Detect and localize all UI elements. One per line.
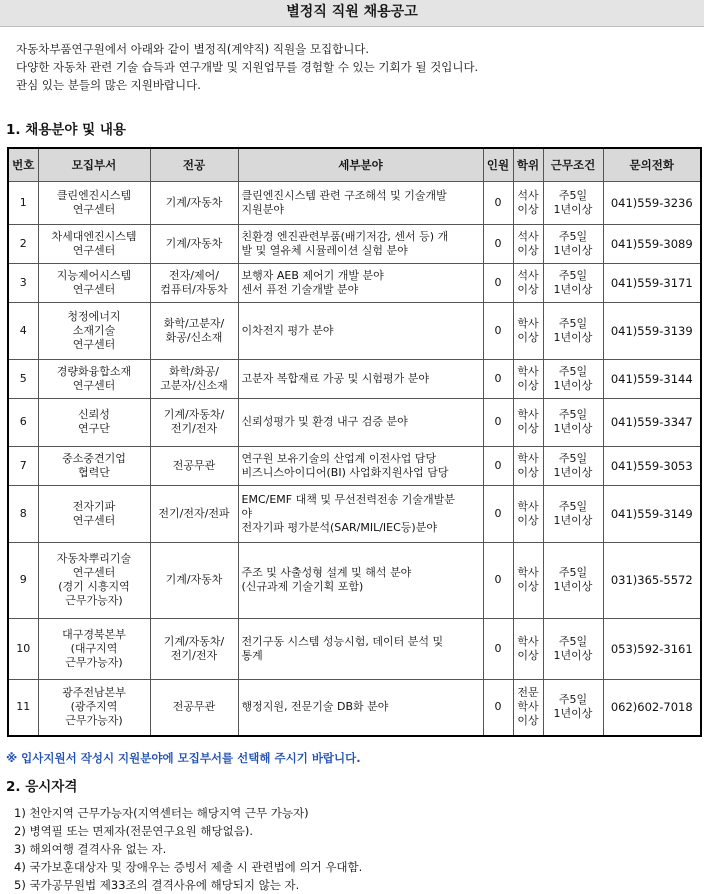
cell-degree: 학사 이상 [513,398,543,446]
table-row [8,447,701,486]
qualification-item: 5) 국가공무원법 제33조의 결격사유에 해당되지 않는 자. [14,878,300,892]
cell-detail: 이차전지 평가 분야 [238,302,483,359]
cell-department: 전자기파 연구센터 [38,486,150,543]
cell-number: 9 [8,542,38,618]
cell-department: 자동차뿌리기술 연구센터 (경기 시흥지역 근무가능자) [38,542,150,618]
cell-headcount: 0 [483,679,513,736]
cell-headcount: 0 [483,181,513,224]
table-row [8,224,701,263]
cell-phone: 041)559-3053 [603,447,701,486]
cell-detail: 신뢰성평가 및 환경 내구 검증 분야 [238,398,483,446]
table-row [8,302,701,359]
header-count: 인원 [483,148,513,181]
header-detail: 세부분야 [238,148,483,181]
qualification-list [14,804,694,894]
table-row [8,359,701,398]
cell-number: 1 [8,181,38,224]
cell-phone: 041)559-3139 [603,302,701,359]
header-major: 전공 [150,148,238,181]
table-header-row [8,148,701,181]
cell-phone: 053)592-3161 [603,619,701,680]
cell-phone: 041)559-3171 [603,263,701,302]
cell-conditions: 주5일 1년이상 [543,679,603,736]
qualification-item: 2) 병역필 또는 면제자(전문연구요원 해당없음). [14,824,254,838]
cell-major: 전공무관 [150,679,238,736]
cell-detail: 전기구동 시스템 성능시험, 데이터 분석 및 통계 [238,619,483,680]
cell-degree: 석사 이상 [513,263,543,302]
header-phone: 문의전화 [603,148,701,181]
cell-headcount: 0 [483,542,513,618]
cell-major: 화학/화공/ 고분자/신소재 [150,359,238,398]
table-row [8,398,701,446]
cell-department: 클린엔진시스템 연구센터 [38,181,150,224]
intro-line: 관심 있는 분들의 많은 지원바랍니다. [16,78,201,92]
table-row [8,679,701,736]
cell-major: 전자/제어/ 컴퓨터/자동차 [150,263,238,302]
cell-headcount: 0 [483,619,513,680]
intro-line: 다양한 자동차 관련 기술 습득과 연구개발 및 지원업무를 경험할 수 있는 기회가 될 것입니다. [16,60,479,74]
cell-conditions: 주5일 1년이상 [543,619,603,680]
cell-major: 기계/자동차 [150,224,238,263]
cell-department: 경량화융합소재 연구센터 [38,359,150,398]
cell-degree: 학사 이상 [513,359,543,398]
cell-major: 기계/자동차/ 전기/전자 [150,619,238,680]
cell-headcount: 0 [483,398,513,446]
cell-number: 3 [8,263,38,302]
page-title: 별정직 직원 채용공고 [0,0,704,27]
table-row [8,619,701,680]
cell-headcount: 0 [483,359,513,398]
cell-department: 대구경북본부 (대구지역 근무가능자) [38,619,150,680]
cell-headcount: 0 [483,263,513,302]
cell-department: 중소중견기업 협력단 [38,447,150,486]
section-title-positions: 1. 채용분야 및 내용 [6,122,126,138]
qualification-item: 1) 천안지역 근무가능자(지역센터는 해당지역 근무 가능자) [14,806,309,820]
cell-number: 10 [8,619,38,680]
cell-detail: 고분자 복합재료 가공 및 시험평가 분야 [238,359,483,398]
application-note: ※ 입사지원서 작성시 지원분야에 모집부서를 선택해 주시기 바랍니다. [6,751,361,765]
cell-conditions: 주5일 1년이상 [543,447,603,486]
table-row [8,486,701,543]
cell-degree: 학사 이상 [513,542,543,618]
cell-phone: 041)559-3149 [603,486,701,543]
cell-number: 2 [8,224,38,263]
cell-headcount: 0 [483,486,513,543]
cell-headcount: 0 [483,447,513,486]
cell-detail: 보행자 AEB 제어기 개발 분야 센서 퓨전 기술개발 분야 [238,263,483,302]
cell-conditions: 주5일 1년이상 [543,486,603,543]
cell-degree: 학사 이상 [513,619,543,680]
cell-headcount: 0 [483,302,513,359]
table-row [8,263,701,302]
cell-degree: 석사 이상 [513,181,543,224]
cell-number: 7 [8,447,38,486]
qualification-item: 4) 국가보훈대상자 및 장애우는 증빙서 제출 시 관련법에 의거 우대함. [14,860,363,874]
cell-major: 기계/자동차 [150,542,238,618]
cell-detail: 행정지원, 전문기술 DB화 분야 [238,679,483,736]
cell-degree: 석사 이상 [513,224,543,263]
cell-department: 지능제어시스템 연구센터 [38,263,150,302]
cell-detail: 친환경 엔진관련부품(배기저감, 센서 등) 개 발 및 열유체 시뮬레이션 실험 분야 [238,224,483,263]
cell-conditions: 주5일 1년이상 [543,263,603,302]
cell-department: 차세대엔진시스템 연구센터 [38,224,150,263]
header-conditions: 근무조건 [543,148,603,181]
cell-headcount: 0 [483,224,513,263]
cell-number: 8 [8,486,38,543]
cell-major: 화학/고분자/ 화공/신소재 [150,302,238,359]
cell-department: 신뢰성 연구단 [38,398,150,446]
cell-number: 6 [8,398,38,446]
header-degree: 학위 [513,148,543,181]
intro-text [16,40,696,94]
cell-detail: 연구원 보유기술의 산업계 이전사업 담당 비즈니스아이디어(BI) 사업화지원사업 담당 [238,447,483,486]
qualification-item: 3) 해외여행 결격사유 없는 자. [14,842,167,856]
job-table [7,147,702,737]
cell-department: 청정에너지 소재기술 연구센터 [38,302,150,359]
cell-degree: 학사 이상 [513,486,543,543]
header-dept: 모집부서 [38,148,150,181]
cell-major: 기계/자동차 [150,181,238,224]
cell-number: 5 [8,359,38,398]
cell-conditions: 주5일 1년이상 [543,359,603,398]
cell-detail: 주조 및 사출성형 설계 및 해석 분야 (신규과제 기술기획 포함) [238,542,483,618]
cell-number: 11 [8,679,38,736]
cell-phone: 041)559-3236 [603,181,701,224]
header-no: 번호 [8,148,38,181]
cell-phone: 041)559-3347 [603,398,701,446]
cell-department: 광주전남본부 (광주지역 근무가능자) [38,679,150,736]
table-row [8,542,701,618]
cell-conditions: 주5일 1년이상 [543,398,603,446]
cell-conditions: 주5일 1년이상 [543,302,603,359]
cell-conditions: 주5일 1년이상 [543,224,603,263]
cell-conditions: 주5일 1년이상 [543,181,603,224]
cell-major: 전공무관 [150,447,238,486]
cell-major: 기계/자동차/ 전기/전자 [150,398,238,446]
cell-phone: 041)559-3089 [603,224,701,263]
table-row [8,181,701,224]
intro-line: 자동차부품연구원에서 아래와 같이 별정직(계약직) 직원을 모집합니다. [16,42,370,56]
cell-phone: 031)365-5572 [603,542,701,618]
section-title-qualifications: 2. 응시자격 [6,779,78,795]
cell-degree: 전문 학사 이상 [513,679,543,736]
cell-phone: 062)602-7018 [603,679,701,736]
cell-degree: 학사 이상 [513,447,543,486]
cell-number: 4 [8,302,38,359]
cell-major: 전기/전자/전파 [150,486,238,543]
cell-detail: EMC/EMF 대책 및 무선전력전송 기술개발분 야 전자기파 평가분석(SAR/MIL/IEC등)분야 [238,486,483,543]
cell-degree: 학사 이상 [513,302,543,359]
cell-detail: 클린엔진시스템 관련 구조해석 및 기술개발 지원분야 [238,181,483,224]
cell-phone: 041)559-3144 [603,359,701,398]
cell-conditions: 주5일 1년이상 [543,542,603,618]
